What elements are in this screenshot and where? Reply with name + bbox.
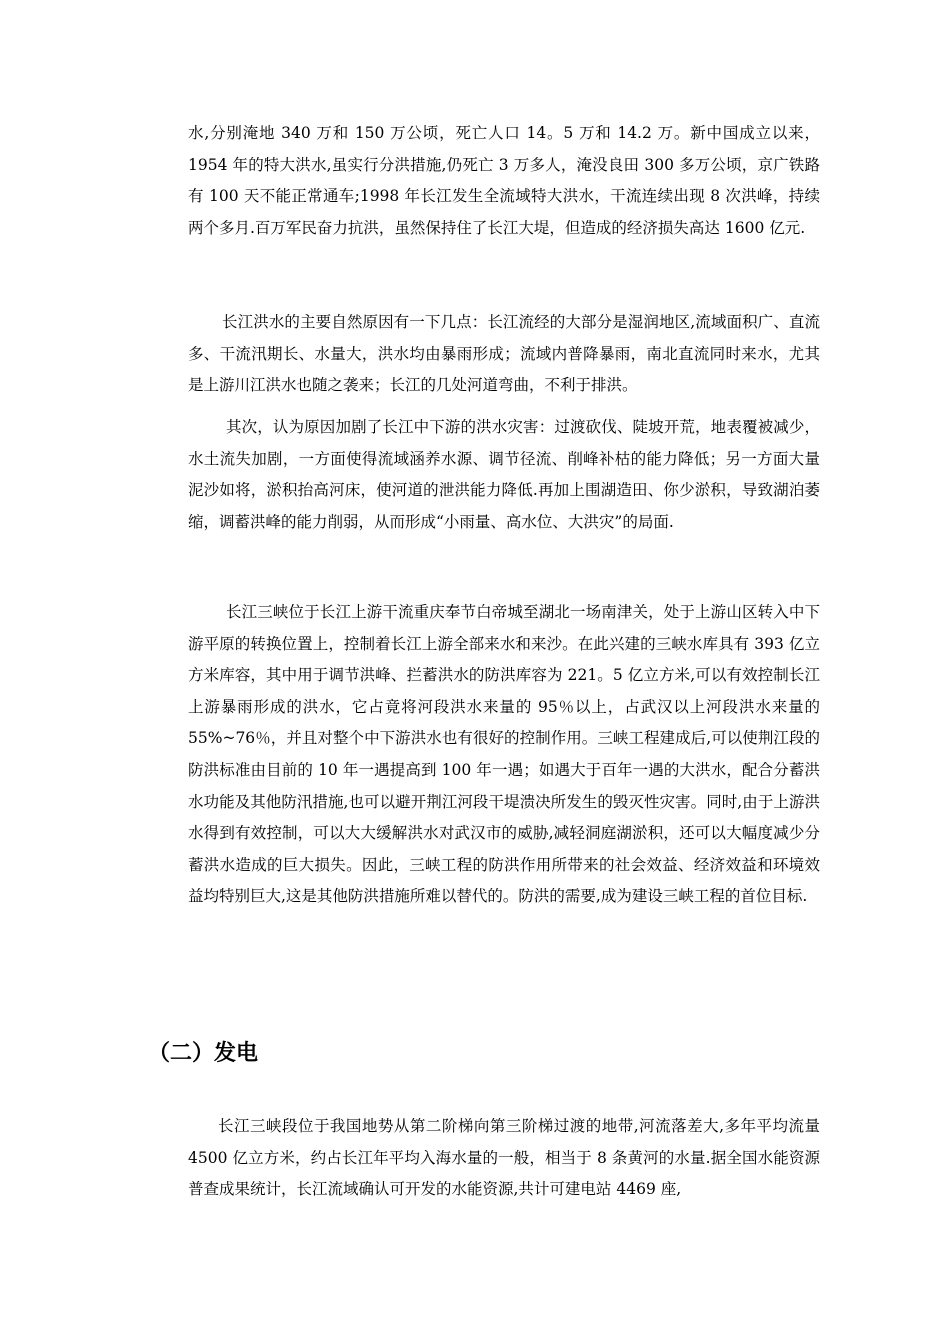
paragraph-human-causes: 其次，认为原因加剧了长江中下游的洪水灾害：过渡砍伐、陡坡开荒，地表覆被减少，水土流失加剧，一方面使得流域涵养水源、调节径流、削峰补枯的能力降低；另一方面大量泥沙如将，淤积抬高河床，使河道的泄洪能力降低.再加上围湖造田、你少淤积，导致湖泊萎缩，调蓄洪峰的能力削弱，从而形成“小雨量、高水位、大洪灾”的局面.	[188, 418, 820, 531]
paragraph-flood-history: 水,分别淹地 340 万和 150 万公顷，死亡人口 14。5 万和 14.2 万。新中国成立以来，1954 年的特大洪水,虽实行分洪措施,仍死亡 3 万多人，淹没良田 300 多万公顷，京广铁路有 100 天不能正常通车;1998 年长江发生全流域特大洪水，干流连续出现 8 次洪峰，持续两个多月.百万军民奋力抗洪，虽然保持住了长江大堤，但造成的经济损失高达 1600 亿元.	[188, 124, 820, 237]
paragraph-natural-causes: 长江洪水的主要自然原因有一下几点：长江流经的大部分是湿润地区,流域面积广、直流多、干流汛期长、水量大，洪水均由暴雨形成；流域内普降暴雨，南北直流同时来水，尤其是上游川江洪水也随之袭来；长江的几处河道弯曲，不利于排洪。	[188, 313, 820, 395]
paragraph-three-gorges-flood-control: 长江三峡位于长江上游干流重庆奉节白帝城至湖北一场南津关，处于上游山区转入中下游平原的转换位置上，控制着长江上游全部来水和来沙。在此兴建的三峡水库具有 393 亿立方米库容，其中用于调节洪峰、拦蓄洪水的防洪库容为 221。5 亿立方米,可以有效控制长江上游暴雨形成的洪水，它占竟将河段洪水来量的 95％以上，占武汉以上河段洪水来量的 55%~76％，并且对整个中下游洪水也有很好的控制作用。三峡工程建成后,可以使荆江段的防洪标准由目前的 10 年一遇提高到 100 年一遇；如遇大于百年一遇的大洪水，配合分蓄洪水功能及其他防汛措施,也可以避开荆江河段干堤溃决所发生的毁灭性灾害。同时,由于上游洪水得到有效控制，可以大大缓解洪水对武汉市的威胁,减轻洞庭湖淤积，还可以大幅度减少分蓄洪水造成的巨大损失。因此，三峡工程的防洪作用所带来的社会效益、经济效益和环境效益均特别巨大,这是其他防洪措施所难以替代的。防洪的需要,成为建设三峡工程的首位目标.	[188, 603, 820, 906]
paragraph-power-generation: 长江三峡段位于我国地势从第二阶梯向第三阶梯过渡的地带,河流落差大,多年平均流量 4500 亿立方米，约占长江年平均入海水量的一般，相当于 8 条黄河的水量.据全国水能资源普查成果统计，长江流域确认可开发的水能资源,共计可建电站 4469 座,	[188, 1117, 820, 1199]
section-heading-power-generation: （二）发电	[148, 1041, 259, 1066]
